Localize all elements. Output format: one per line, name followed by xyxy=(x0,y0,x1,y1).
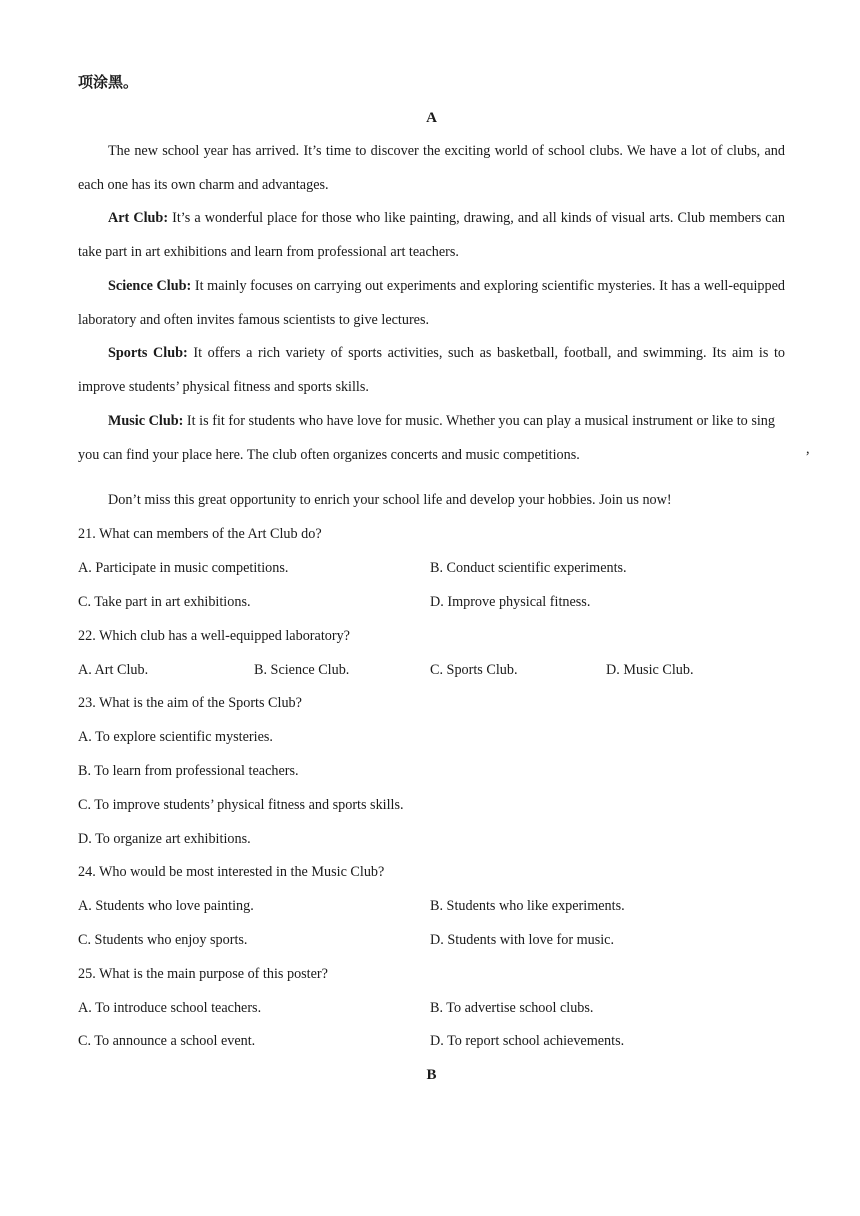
art-club-paragraph xyxy=(78,202,785,270)
question-21-option-c: C. Take part in art exhibitions. xyxy=(78,594,251,610)
music-club-text: It is fit for students who have love for music. Whether you can play a musical instrument or like to sing xyxy=(183,413,775,429)
section-a-heading: A xyxy=(426,110,437,126)
art-club-name: Art Club: xyxy=(108,210,169,226)
question-24-option-a: A. Students who love painting. xyxy=(78,898,254,914)
question-23-option-d: D. To organize art exhibitions. xyxy=(78,831,251,847)
music-club-paragraph: Music Club: It is fit for students who have love for music. Whether you can play a musical instrument or like to sing , you can find your place here. The club often organizes concerts and music competitions. xyxy=(78,413,810,463)
question-24-option-c: C. Students who enjoy sports. xyxy=(78,932,248,948)
question-23-option-a: A. To explore scientific mysteries. xyxy=(78,729,273,745)
question-24-option-b: B. Students who like experiments. xyxy=(430,898,625,914)
question-21-option-d: D. Improve physical fitness. xyxy=(430,594,591,610)
question-25-option-a: A. To introduce school teachers. xyxy=(78,1000,262,1016)
question-23-option-c: C. To improve students’ physical fitness and sports skills. xyxy=(78,797,404,813)
sports-club-name: Sports Club: xyxy=(108,345,188,361)
question-25: 25. What is the main purpose of this poster? xyxy=(78,966,328,982)
question-21: 21. What can members of the Art Club do? xyxy=(78,526,322,542)
question-23-option-b: B. To learn from professional teachers. xyxy=(78,763,299,779)
question-24: 24. Who would be most interested in the Music Club? xyxy=(78,864,385,880)
question-21-option-b: B. Conduct scientific experiments. xyxy=(430,560,627,576)
question-22: 22. Which club has a well-equipped laboratory? xyxy=(78,628,350,644)
question-25-option-d: D. To report school achievements. xyxy=(430,1033,625,1049)
question-23: 23. What is the aim of the Sports Club? xyxy=(78,695,302,711)
question-25-option-c: C. To announce a school event. xyxy=(78,1033,256,1049)
intro-paragraph: The new school year has arrived. It’s time to discover the exciting world of school clubs. We have a lot of clubs, and each one has its own charm and advantages. xyxy=(78,143,785,193)
question-22-option-c: C. Sports Club. xyxy=(430,662,518,678)
section-b-heading: B xyxy=(426,1067,437,1083)
sports-club-text: It offers a rich variety of sports activities, such as basketball, football, and swimming. Its aim is to improve students’ physical fitness and sports skills. xyxy=(78,345,785,395)
music-club-name: Music Club: xyxy=(108,413,184,429)
science-club-text: It mainly focuses on carrying out experiments and exploring scientific mysteries. It has a well-equipped laboratory and often invites famous scientists to give lectures. xyxy=(78,278,785,328)
question-22-option-d: D. Music Club. xyxy=(606,662,694,678)
question-22-option-b: B. Science Club. xyxy=(254,662,350,678)
closing-paragraph: Don’t miss this great opportunity to enrich your school life and develop your hobbies. Join us now! xyxy=(108,492,672,508)
science-club-name: Science Club: xyxy=(108,278,192,294)
question-22-option-a: A. Art Club. xyxy=(78,662,149,678)
art-club-text: It’s a wonderful place for those who like painting, drawing, and all kinds of visual arts. Club members can take part in art exhibitions and learn from professional art teachers. xyxy=(78,210,785,260)
question-21-option-a: A. Participate in music competitions. xyxy=(78,560,289,576)
music-club-text-after: you can find your place here. The club often organizes concerts and music competitions. xyxy=(78,446,580,463)
question-24-option-d: D. Students with love for music. xyxy=(430,932,615,948)
sports-club-paragraph xyxy=(78,337,785,405)
science-club-paragraph xyxy=(78,270,785,338)
question-25-option-b: B. To advertise school clubs. xyxy=(430,1000,594,1016)
header-note: 项涂黑。 xyxy=(78,73,139,91)
